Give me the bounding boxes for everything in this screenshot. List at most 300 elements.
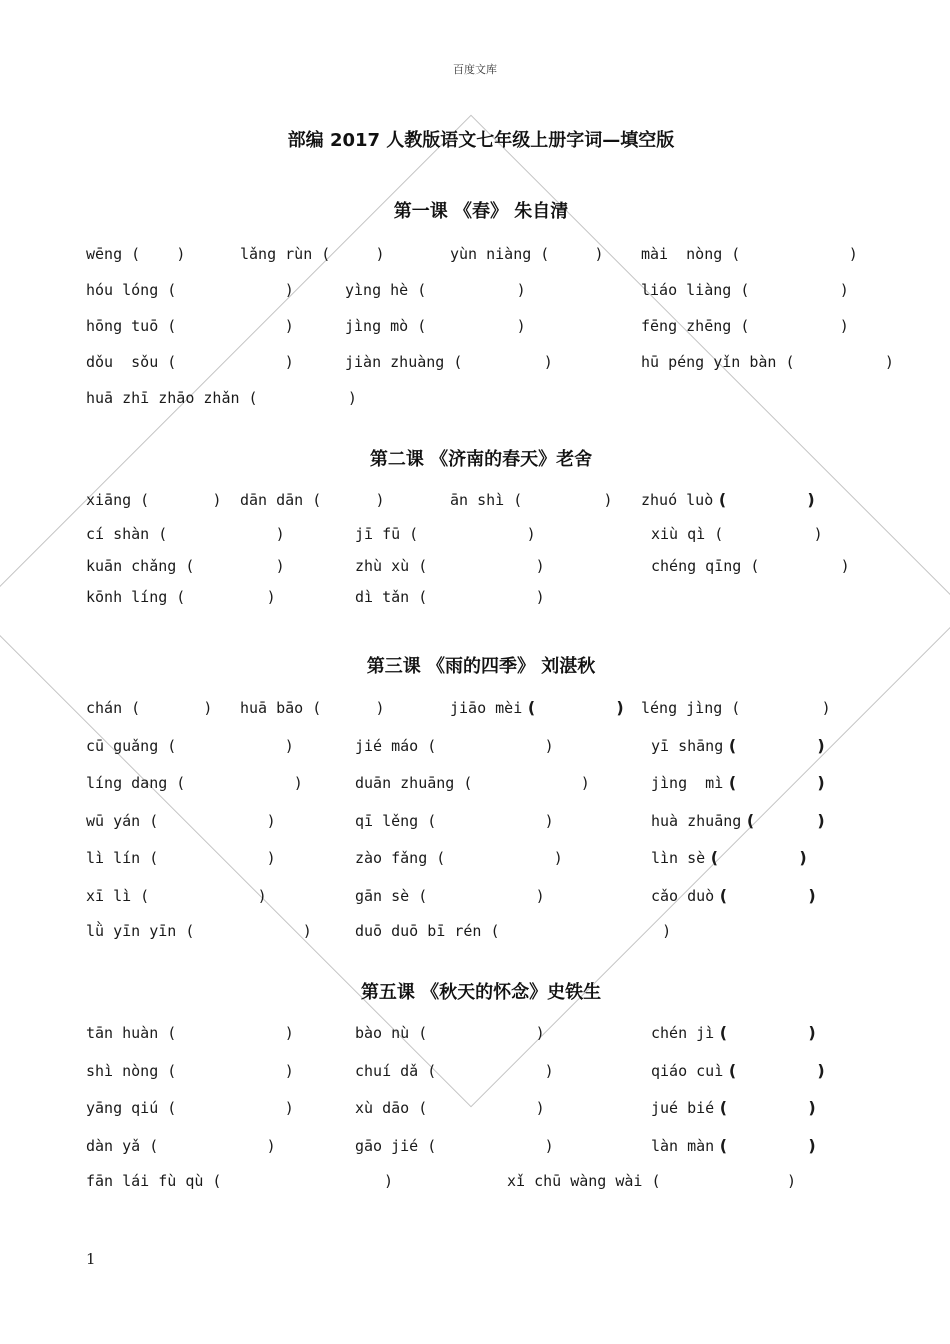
pinyin-blank-item — [450, 490, 613, 510]
answer-blank[interactable] — [426, 317, 516, 335]
pinyin-blank-item — [651, 1023, 816, 1043]
blank-open-paren: ( — [176, 557, 195, 575]
pinyin-text: huà zhuāng — [651, 812, 742, 830]
pinyin-text: yìng hè — [345, 281, 409, 299]
blank-close-paren: ) — [821, 699, 831, 717]
pinyin-blank-item — [86, 736, 294, 756]
blank-open-paren: ( — [714, 1136, 728, 1155]
answer-blank[interactable] — [194, 557, 275, 575]
pinyin-blank-item — [86, 316, 294, 336]
answer-blank[interactable] — [427, 588, 535, 606]
pinyin-blank-item — [345, 352, 553, 372]
blank-open-paren: ( — [140, 812, 159, 830]
pinyin-blank-item — [86, 848, 276, 868]
blank-close-paren: ) — [526, 525, 536, 543]
blank-close-paren: ) — [284, 737, 294, 755]
blank-close-paren: ) — [848, 245, 858, 263]
answer-blank[interactable] — [158, 812, 266, 830]
blank-close-paren: ) — [817, 736, 825, 755]
pinyin-blank-item — [355, 921, 671, 941]
blank-close-paren: ) — [544, 1137, 554, 1155]
blank-open-paren: ( — [427, 849, 446, 867]
pinyin-blank-item — [641, 316, 849, 336]
pinyin-text: jié máo — [355, 737, 419, 755]
blank-open-paren: ( — [167, 774, 186, 792]
blank-close-paren: ) — [302, 922, 312, 940]
pinyin-text: líng dang — [86, 774, 168, 792]
blank-close-paren: ) — [808, 1098, 816, 1117]
blank-open-paren: ( — [158, 353, 177, 371]
blank-open-paren: ( — [454, 774, 473, 792]
pinyin-text: xiù qì — [651, 525, 706, 543]
pinyin-text: qī lěng — [355, 812, 419, 830]
pinyin-text: gān sè — [355, 887, 410, 905]
answer-blank[interactable] — [158, 849, 266, 867]
blank-close-paren: ) — [807, 490, 815, 509]
answer-blank[interactable] — [149, 887, 257, 905]
section-title: 第三课 《雨的四季》 刘湛秋 — [366, 656, 596, 677]
blank-open-paren: ( — [158, 317, 177, 335]
pinyin-blank-item — [86, 556, 285, 576]
blank-close-paren: ) — [375, 245, 385, 263]
blank-close-paren: ) — [284, 1099, 294, 1117]
blank-close-paren: ) — [662, 922, 672, 940]
answer-blank[interactable] — [727, 1137, 808, 1155]
blank-close-paren: ) — [275, 525, 285, 543]
blank-open-paren: ( — [722, 699, 741, 717]
blank-close-paren: ) — [535, 1024, 545, 1042]
blank-close-paren: ) — [808, 1136, 816, 1155]
pinyin-text: jìng mò — [345, 317, 409, 335]
pinyin-text: mài nòng — [641, 245, 723, 263]
answer-blank[interactable] — [140, 699, 203, 717]
pinyin-text: cǎo duò — [651, 887, 715, 905]
blank-close-paren: ) — [266, 812, 276, 830]
answer-blank[interactable] — [194, 922, 302, 940]
section-title: 第二课 《济南的春天》老舍 — [369, 449, 593, 470]
answer-blank[interactable] — [427, 1099, 535, 1117]
pinyin-text: cí shàn — [86, 525, 150, 543]
pinyin-text: fēng zhēng — [641, 317, 732, 335]
pinyin-text: huā zhī zhāo zhǎn — [86, 389, 240, 407]
pinyin-text: hū péng yǐn bàn — [641, 353, 777, 371]
blank-close-paren: ) — [535, 557, 545, 575]
pinyin-text: jué bié — [651, 1099, 715, 1117]
pinyin-text: léng jìng — [641, 699, 723, 717]
blank-open-paren: ( — [481, 922, 500, 940]
answer-blank[interactable] — [759, 557, 840, 575]
pinyin-blank-item — [86, 1098, 294, 1118]
pinyin-text: dì tǎn — [355, 588, 410, 606]
answer-blank[interactable] — [500, 922, 663, 940]
answer-blank[interactable] — [167, 525, 275, 543]
pinyin-text: ān shì — [450, 491, 505, 509]
section-title: 第一课 《春》 朱自清 — [393, 201, 569, 222]
pinyin-text: wēng — [86, 245, 123, 263]
pinyin-blank-item — [355, 736, 554, 756]
pinyin-blank-item — [450, 244, 604, 264]
blank-open-paren: ( — [418, 1137, 437, 1155]
blank-open-paren: ( — [122, 699, 141, 717]
pinyin-text: jìng mì — [651, 774, 724, 792]
pinyin-blank-item — [641, 698, 831, 718]
blank-open-paren: ( — [409, 557, 428, 575]
blank-close-paren: ) — [284, 281, 294, 299]
pinyin-text: dàn yǎ — [86, 1137, 141, 1155]
pinyin-blank-item — [86, 773, 303, 793]
answer-blank[interactable] — [661, 1172, 787, 1190]
pinyin-text: yùn niàng — [450, 245, 532, 263]
blank-open-paren: ( — [741, 557, 760, 575]
pinyin-text: lìn sè — [651, 849, 706, 867]
blank-close-paren: ) — [544, 812, 554, 830]
pinyin-text: hóu lóng — [86, 281, 159, 299]
pinyin-blank-item — [355, 773, 590, 793]
blank-open-paren: ( — [531, 245, 550, 263]
blank-open-paren: ( — [303, 699, 322, 717]
blank-close-paren: ) — [293, 774, 303, 792]
answer-blank[interactable] — [436, 812, 544, 830]
blank-close-paren: ) — [553, 849, 563, 867]
pinyin-blank-item — [355, 556, 545, 576]
pinyin-blank-item — [86, 524, 285, 544]
pinyin-blank-item — [651, 773, 825, 793]
pinyin-text: lǜ yīn yīn — [86, 922, 177, 940]
blank-open-paren: ( — [131, 491, 150, 509]
pinyin-blank-item — [355, 811, 554, 831]
answer-blank[interactable] — [426, 281, 516, 299]
answer-blank[interactable] — [221, 1172, 384, 1190]
pinyin-blank-item — [355, 1136, 554, 1156]
pinyin-text: gāo jié — [355, 1137, 419, 1155]
pinyin-blank-item — [641, 280, 849, 300]
blank-open-paren: ( — [705, 848, 719, 867]
pinyin-text: duō duō bī rén — [355, 922, 482, 940]
blank-open-paren: ( — [522, 698, 536, 717]
answer-blank[interactable] — [727, 1099, 808, 1117]
pinyin-text: chán — [86, 699, 123, 717]
blank-open-paren: ( — [418, 812, 437, 830]
blank-close-paren: ) — [535, 887, 545, 905]
blank-close-paren: ) — [543, 353, 553, 371]
blank-open-paren: ( — [731, 281, 750, 299]
blank-close-paren: ) — [535, 588, 545, 606]
answer-blank[interactable] — [321, 699, 375, 717]
blank-close-paren: ) — [603, 491, 613, 509]
answer-blank[interactable] — [749, 281, 839, 299]
answer-blank[interactable] — [754, 812, 817, 830]
page-header: 百度文库 — [453, 63, 497, 76]
blank-close-paren: ) — [516, 281, 526, 299]
blank-open-paren: ( — [131, 887, 150, 905]
answer-blank[interactable] — [185, 774, 293, 792]
answer-blank[interactable] — [445, 849, 553, 867]
blank-close-paren: ) — [203, 699, 213, 717]
pinyin-text: huā bāo — [240, 699, 304, 717]
answer-blank[interactable] — [535, 699, 616, 717]
pinyin-text: dān dān — [240, 491, 304, 509]
blank-close-paren: ) — [884, 353, 894, 371]
answer-blank[interactable] — [258, 389, 348, 407]
pinyin-blank-item — [86, 886, 267, 906]
blank-close-paren: ) — [266, 1137, 276, 1155]
blank-close-paren: ) — [580, 774, 590, 792]
pinyin-blank-item — [86, 1171, 393, 1191]
pinyin-text: xù dāo — [355, 1099, 410, 1117]
pinyin-text: làn màn — [651, 1137, 715, 1155]
blank-close-paren: ) — [786, 1172, 796, 1190]
answer-blank[interactable] — [549, 245, 594, 263]
pinyin-blank-item — [641, 352, 894, 372]
pinyin-blank-item — [86, 490, 221, 510]
blank-open-paren: ( — [444, 353, 463, 371]
blank-close-paren: ) — [347, 389, 357, 407]
pinyin-blank-item — [651, 736, 825, 756]
pinyin-blank-item — [355, 524, 536, 544]
blank-open-paren: ( — [714, 1023, 728, 1042]
pinyin-text: yī shāng — [651, 737, 724, 755]
pinyin-text: chén jì — [651, 1024, 715, 1042]
answer-blank[interactable] — [723, 525, 813, 543]
blank-close-paren: ) — [384, 1172, 394, 1190]
pinyin-text: xiāng — [86, 491, 132, 509]
blank-open-paren: ( — [418, 1062, 437, 1080]
answer-blank[interactable] — [740, 245, 848, 263]
pinyin-blank-item — [651, 556, 850, 576]
pinyin-blank-item — [641, 490, 815, 510]
pinyin-text: zào fǎng — [355, 849, 428, 867]
blank-close-paren: ) — [275, 557, 285, 575]
blank-close-paren: ) — [375, 491, 385, 509]
blank-open-paren: ( — [409, 1099, 428, 1117]
pinyin-text: zhuó luò — [641, 491, 714, 509]
answer-blank[interactable] — [176, 737, 284, 755]
blank-open-paren: ( — [409, 1024, 428, 1042]
pinyin-text: qiáo cuì — [651, 1062, 724, 1080]
answer-blank[interactable] — [462, 353, 543, 371]
pinyin-blank-item — [651, 1136, 816, 1156]
pinyin-blank-item — [507, 1171, 796, 1191]
blank-close-paren: ) — [284, 1062, 294, 1080]
pinyin-text: shì nòng — [86, 1062, 159, 1080]
pinyin-blank-item — [651, 848, 807, 868]
blank-close-paren: ) — [284, 317, 294, 335]
section-title: 第五课 《秋天的怀念》史铁生 — [360, 982, 602, 1003]
blank-open-paren: ( — [140, 1137, 159, 1155]
blank-close-paren: ) — [616, 698, 624, 717]
pinyin-blank-item — [86, 388, 357, 408]
answer-blank[interactable] — [736, 774, 817, 792]
blank-open-paren: ( — [239, 389, 258, 407]
blank-close-paren: ) — [594, 245, 604, 263]
pinyin-text: hōng tuō — [86, 317, 159, 335]
blank-open-paren: ( — [713, 490, 727, 509]
answer-blank[interactable] — [727, 1024, 808, 1042]
blank-open-paren: ( — [303, 491, 322, 509]
blank-open-paren: ( — [158, 281, 177, 299]
blank-open-paren: ( — [158, 1099, 177, 1117]
answer-blank[interactable] — [140, 245, 176, 263]
blank-open-paren: ( — [140, 849, 159, 867]
blank-close-paren: ) — [176, 245, 186, 263]
answer-blank[interactable] — [185, 588, 266, 606]
pinyin-text: cū guǎng — [86, 737, 159, 755]
answer-blank[interactable] — [727, 887, 808, 905]
answer-blank[interactable] — [427, 1024, 535, 1042]
blank-open-paren: ( — [722, 245, 741, 263]
blank-close-paren: ) — [813, 525, 823, 543]
answer-blank[interactable] — [149, 491, 212, 509]
blank-open-paren: ( — [167, 588, 186, 606]
blank-close-paren: ) — [808, 886, 816, 905]
pinyin-text: chuí dǎ — [355, 1062, 419, 1080]
answer-blank[interactable] — [427, 557, 535, 575]
pinyin-text: lì lín — [86, 849, 141, 867]
answer-blank[interactable] — [176, 1062, 284, 1080]
blank-open-paren: ( — [741, 811, 755, 830]
pinyin-text: jiàn zhuàng — [345, 353, 445, 371]
pinyin-blank-item — [86, 280, 294, 300]
blank-open-paren: ( — [705, 525, 724, 543]
blank-close-paren: ) — [817, 811, 825, 830]
answer-blank[interactable] — [418, 525, 526, 543]
pinyin-text: dǒu sǒu — [86, 353, 159, 371]
pinyin-blank-item — [240, 244, 385, 264]
blank-close-paren: ) — [266, 849, 276, 867]
pinyin-blank-item — [641, 244, 858, 264]
blank-close-paren: ) — [839, 281, 849, 299]
answer-blank[interactable] — [176, 1099, 284, 1117]
pinyin-blank-item — [86, 921, 312, 941]
blank-close-paren: ) — [535, 1099, 545, 1117]
blank-open-paren: ( — [408, 281, 427, 299]
answer-blank[interactable] — [176, 317, 284, 335]
answer-blank[interactable] — [740, 699, 821, 717]
pinyin-blank-item — [240, 490, 385, 510]
blank-open-paren: ( — [418, 737, 437, 755]
pinyin-blank-item — [345, 316, 526, 336]
blank-close-paren: ) — [544, 1062, 554, 1080]
answer-blank[interactable] — [522, 491, 603, 509]
pinyin-blank-item — [86, 587, 276, 607]
blank-open-paren: ( — [723, 1061, 737, 1080]
blank-open-paren: ( — [642, 1172, 661, 1190]
pinyin-blank-item — [86, 1023, 294, 1043]
blank-open-paren: ( — [409, 588, 428, 606]
answer-blank[interactable] — [795, 353, 885, 371]
answer-blank[interactable] — [749, 317, 839, 335]
blank-open-paren: ( — [723, 736, 737, 755]
blank-open-paren: ( — [122, 245, 141, 263]
pinyin-blank-item — [651, 1061, 825, 1081]
pinyin-blank-item — [86, 811, 276, 831]
pinyin-text: duān zhuāng — [355, 774, 455, 792]
pinyin-text: yāng qiú — [86, 1099, 159, 1117]
answer-blank[interactable] — [321, 491, 375, 509]
pinyin-text: kōnh líng — [86, 588, 168, 606]
pinyin-text: jī fū — [355, 525, 401, 543]
answer-blank[interactable] — [736, 737, 817, 755]
blank-open-paren: ( — [158, 737, 177, 755]
blank-open-paren: ( — [409, 887, 428, 905]
answer-blank[interactable] — [436, 1062, 544, 1080]
pinyin-blank-item — [355, 587, 545, 607]
blank-open-paren: ( — [714, 1098, 728, 1117]
answer-blank[interactable] — [436, 737, 544, 755]
pinyin-blank-item — [240, 698, 385, 718]
pinyin-blank-item — [86, 1136, 276, 1156]
pinyin-text: bào nù — [355, 1024, 410, 1042]
blank-close-paren: ) — [284, 1024, 294, 1042]
blank-close-paren: ) — [375, 699, 385, 717]
pinyin-blank-item — [86, 352, 294, 372]
blank-open-paren: ( — [149, 525, 168, 543]
page-number: 1 — [86, 1250, 96, 1268]
pinyin-text: chéng qīng — [651, 557, 742, 575]
blank-close-paren: ) — [817, 773, 825, 792]
document-title: 部编 2017 人教版语文七年级上册字词—填空版 — [287, 130, 675, 151]
pinyin-text: jiāo mèi — [450, 699, 523, 717]
pinyin-blank-item — [450, 698, 624, 718]
answer-blank[interactable] — [176, 281, 284, 299]
blank-open-paren: ( — [714, 886, 728, 905]
answer-blank[interactable] — [736, 1062, 817, 1080]
pinyin-text: tān huàn — [86, 1024, 159, 1042]
answer-blank[interactable] — [176, 1024, 284, 1042]
answer-blank[interactable] — [436, 1137, 544, 1155]
answer-blank[interactable] — [158, 1137, 266, 1155]
blank-open-paren: ( — [723, 773, 737, 792]
pinyin-blank-item — [355, 1098, 545, 1118]
pinyin-blank-item — [651, 811, 825, 831]
pinyin-blank-item — [355, 1061, 554, 1081]
pinyin-blank-item — [355, 1023, 545, 1043]
answer-blank[interactable] — [472, 774, 580, 792]
blank-open-paren: ( — [504, 491, 523, 509]
blank-close-paren: ) — [257, 887, 267, 905]
pinyin-blank-item — [651, 886, 816, 906]
pinyin-blank-item — [355, 848, 563, 868]
pinyin-blank-item — [355, 886, 545, 906]
blank-open-paren: ( — [176, 922, 195, 940]
pinyin-text: xī lì — [86, 887, 132, 905]
blank-close-paren: ) — [839, 317, 849, 335]
answer-blank[interactable] — [726, 491, 807, 509]
blank-open-paren: ( — [400, 525, 419, 543]
blank-open-paren: ( — [158, 1024, 177, 1042]
pinyin-text: fān lái fù qù — [86, 1172, 204, 1190]
blank-close-paren: ) — [808, 1023, 816, 1042]
pinyin-blank-item — [651, 1098, 816, 1118]
blank-close-paren: ) — [544, 737, 554, 755]
pinyin-blank-item — [86, 698, 212, 718]
blank-open-paren: ( — [776, 353, 795, 371]
answer-blank[interactable] — [330, 245, 375, 263]
pinyin-blank-item — [651, 524, 823, 544]
pinyin-blank-item — [345, 280, 526, 300]
blank-close-paren: ) — [840, 557, 850, 575]
answer-blank[interactable] — [176, 353, 284, 371]
blank-close-paren: ) — [284, 353, 294, 371]
blank-open-paren: ( — [312, 245, 331, 263]
blank-open-paren: ( — [203, 1172, 222, 1190]
pinyin-blank-item — [86, 244, 185, 264]
pinyin-text: liáo liàng — [641, 281, 732, 299]
answer-blank[interactable] — [427, 887, 535, 905]
answer-blank[interactable] — [718, 849, 799, 867]
blank-close-paren: ) — [516, 317, 526, 335]
pinyin-text: lǎng rùn — [240, 245, 313, 263]
